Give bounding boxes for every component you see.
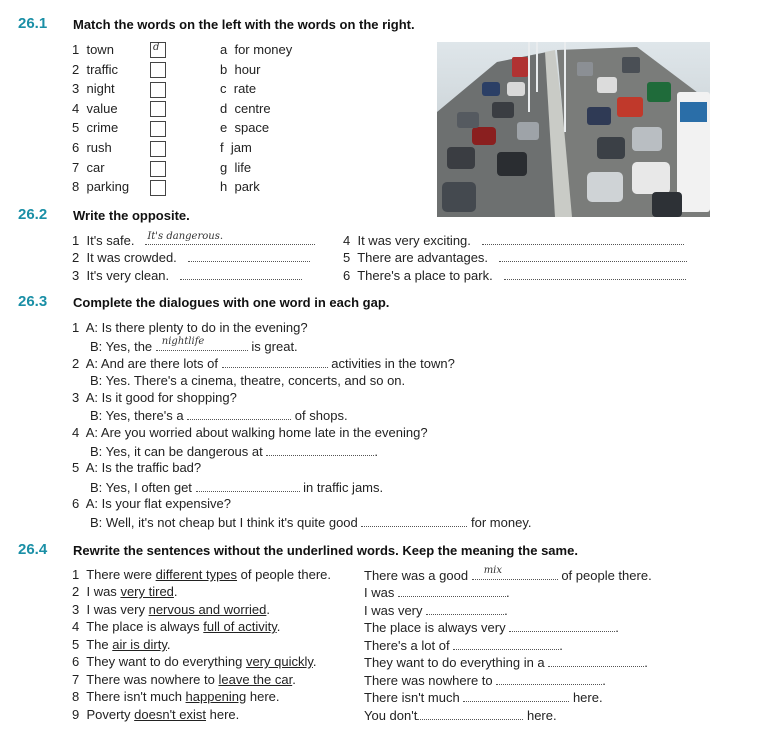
answer-line[interactable] [482,232,684,245]
gap-line[interactable] [548,654,644,667]
dialogue-line: B: Yes, there's a of shops. [90,408,348,423]
answer-line[interactable] [180,267,302,280]
gap-line[interactable] [266,443,374,456]
section-number-26-2: 26.2 [18,206,48,223]
answer-box[interactable] [150,141,166,157]
left-item: 5 crime [72,120,119,135]
exercise-instruction-26-1: Match the words on the left with the words on the right. [73,17,415,32]
right-item: b hour [220,62,261,77]
gap-line[interactable] [463,689,569,702]
section-number-26-4: 26.4 [18,541,48,558]
gap-line[interactable] [509,619,615,632]
original-sentence: 7 There was nowhere to leave the car. [72,672,296,687]
rewrite-sentence: They want to do everything in a . [364,655,648,670]
gap-line[interactable]: mix [472,567,558,580]
dialogue-line: 6 A: Is your flat expensive? [72,496,231,511]
answer-box[interactable] [150,121,166,137]
rewrite-sentence: You don't here. [364,708,557,723]
original-sentence: 5 The air is dirty. [72,637,171,652]
rewrite-sentence: I was . [364,585,510,600]
opposite-item: 3 It's very clean. [72,267,302,284]
dialogue-line: 1 A: Is there plenty to do in the evening? [72,320,308,335]
section-number-26-3: 26.3 [18,293,48,310]
original-sentence: 6 They want to do everything very quickly. [72,654,317,669]
answer-box[interactable] [150,62,166,78]
right-item: g life [220,160,252,175]
exercise-instruction-26-2: Write the opposite. [73,208,190,223]
section-number-26-1: 26.1 [18,15,48,32]
dialogue-line: B: Yes, it can be dangerous at . [90,444,378,459]
gap-line[interactable] [417,707,523,720]
left-item: 3 night [72,81,115,96]
dialogue-line: 4 A: Are you worried about walking home late in the evening? [72,425,428,440]
original-sentence: 1 There were different types of people there. [72,567,331,582]
dialogue-line: B: Yes, I often get in traffic jams. [90,480,384,495]
left-item: 1 town [72,42,114,57]
original-sentence: 3 I was very nervous and worried. [72,602,271,617]
left-item: 4 value [72,101,118,116]
gap-line[interactable] [496,672,602,685]
original-sentence: 9 Poverty doesn't exist here. [72,707,240,722]
answer-line[interactable] [499,249,687,262]
rewrite-sentence: There was nowhere to . [364,673,606,688]
right-item: h park [220,179,260,194]
dialogue-line: 2 A: And are there lots of activities in the town? [72,356,455,371]
gap-line[interactable] [187,407,291,420]
answer-box[interactable] [150,101,166,117]
rewrite-sentence: I was very . [364,603,508,618]
right-item: a for money [220,42,293,57]
original-sentence: 8 There isn't much happening here. [72,689,280,704]
gap-line[interactable] [453,637,559,650]
exercise-instruction-26-4: Rewrite the sentences without the underlined words. Keep the meaning the same. [73,543,578,558]
right-item: d centre [220,101,271,116]
answer-box[interactable] [150,82,166,98]
rewrite-sentence: The place is always very . [364,620,619,635]
gap-line[interactable] [222,355,328,368]
answer-line[interactable] [188,249,310,262]
rewrite-sentence: There's a lot of . [364,638,563,653]
gap-line[interactable] [398,584,506,597]
opposite-item: 1 It's safe. It's dangerous. [72,232,315,249]
right-item: e space [220,120,270,135]
opposite-item: 5 There are advantages. [343,249,687,266]
rewrite-sentence: There isn't much here. [364,690,603,705]
original-sentence: 4 The place is always full of activity. [72,619,281,634]
opposite-item: 4 It was very exciting. [343,232,684,249]
dialogue-line: B: Yes, the nightlife is great. [90,336,298,354]
dialogue-line: 3 A: Is it good for shopping? [72,390,237,405]
answer-box[interactable]: d [150,42,166,58]
right-item: f jam [220,140,252,155]
opposite-item: 6 There's a place to park. [343,267,686,284]
right-item: c rate [220,81,257,96]
left-item: 2 traffic [72,62,119,77]
answer-box[interactable] [150,161,166,177]
gap-line[interactable] [196,479,300,492]
gap-line[interactable] [361,514,467,527]
left-item: 8 parking [72,179,130,194]
dialogue-line: 5 A: Is the traffic bad? [72,460,202,475]
opposite-item: 2 It was crowded. [72,249,310,266]
gap-line[interactable] [426,602,504,615]
dialogue-line: B: Yes. There's a cinema, theatre, concerts, and so on. [90,373,406,388]
answer-box[interactable] [150,180,166,196]
gap-line[interactable]: nightlife [156,338,248,351]
answer-line[interactable] [504,267,686,280]
dialogue-line: B: Well, it's not cheap but I think it's quite good for money. [90,515,532,530]
traffic-jam-photo [437,42,710,217]
exercise-instruction-26-3: Complete the dialogues with one word in each gap. [73,295,390,310]
original-sentence: 2 I was very tired. [72,584,178,599]
rewrite-sentence: There was a good mix of people there. [364,565,652,583]
left-item: 6 rush [72,140,112,155]
left-item: 7 car [72,160,105,175]
answer-line[interactable]: It's dangerous. [145,232,315,245]
